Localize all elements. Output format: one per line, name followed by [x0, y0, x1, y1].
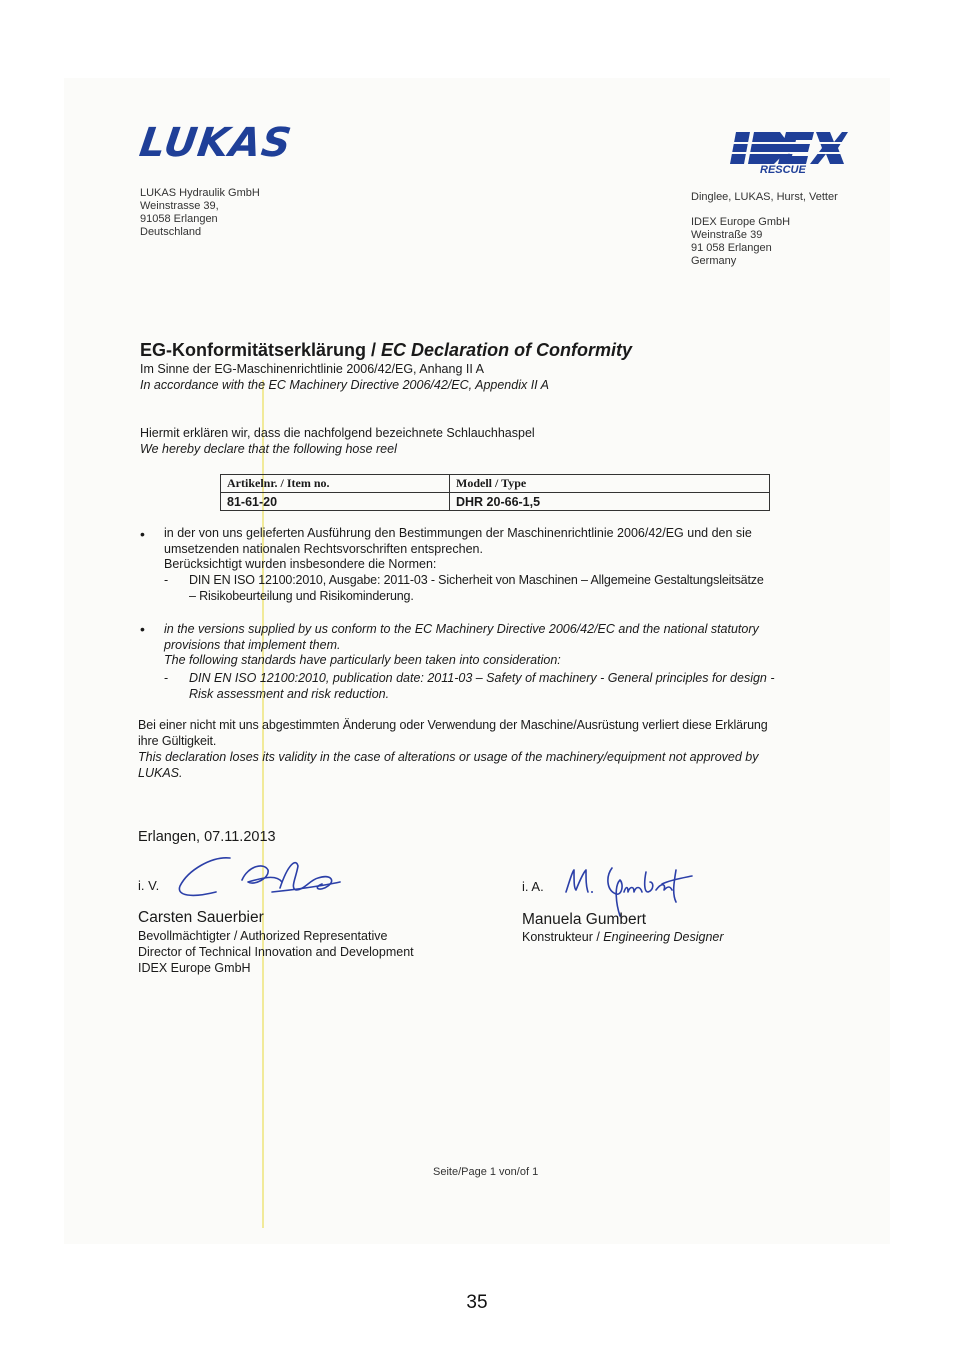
lukas-address-line: LUKAS Hydraulik GmbH	[140, 187, 260, 199]
signer2-name: Manuela Gumbert	[522, 911, 647, 928]
subtitle-german: Im Sinne der EG-Maschinenrichtlinie 2006/42/EG, Anhang II A	[140, 362, 484, 376]
standard-english	[189, 671, 775, 702]
idex-address-line: 91 058 Erlangen	[691, 242, 772, 254]
bullet-marker: •	[140, 621, 145, 637]
standard-german-line: DIN EN ISO 12100:2010, Ausgabe: 2011-03 - Sicherheit von Maschinen – Allgemeine Gestaltungsleitsätze	[189, 573, 764, 587]
signature-manuela-gumbert	[558, 862, 696, 918]
signer2-prefix: i. A.	[522, 879, 544, 894]
title-german: EG-Konformitätserklärung /	[140, 340, 382, 360]
conformity-german-line: umsetzenden nationalen Rechtsvorschriften entsprechen.	[164, 541, 483, 556]
signer1-name: Carsten Sauerbier	[138, 909, 264, 926]
idex-address	[691, 216, 790, 268]
dash-marker: -	[164, 573, 169, 587]
place-and-date: Erlangen, 07.11.2013	[138, 829, 276, 845]
signer1-prefix: i. V.	[138, 878, 160, 893]
signer2-role-german: Konstrukteur /	[522, 930, 604, 944]
lukas-logo: LUKAS	[136, 120, 295, 166]
subtitle-english: In accordance with the EC Machinery Directive 2006/42/EC, Appendix II A	[140, 378, 550, 392]
validity-german-line: ihre Gültigkeit.	[138, 733, 217, 748]
column-header-item-no: Artikelnr. / Item no.	[221, 475, 450, 493]
item-table	[220, 474, 770, 511]
page-footer: Seite/Page 1 von/of 1	[433, 1166, 539, 1178]
column-header-model: Modell / Type	[450, 475, 770, 493]
table-header-row	[221, 475, 770, 493]
lukas-address-line: Weinstrasse 39,	[140, 200, 219, 212]
conformity-german-line: Berücksichtigt wurden insbesondere die Normen:	[164, 557, 437, 572]
validity-german-line: Bei einer nicht mit uns abgestimmten Änderung oder Verwendung der Maschine/Ausrüstung verliert diese Erklärung	[138, 718, 768, 732]
idex-logo-text: IDEX	[787, 154, 791, 155]
document-title	[140, 340, 632, 361]
conformity-english	[164, 622, 759, 669]
signer1-role: Bevollmächtigter / Authorized Representative	[138, 929, 388, 943]
signer1-title: Director of Technical Innovation and Development	[138, 944, 414, 959]
bullet-marker: •	[140, 526, 145, 542]
declaration-german: Hiermit erklären wir, dass die nachfolgend bezeichnete Schlauchhaspel	[140, 426, 535, 440]
title-english: EC Declaration of Conformity	[381, 340, 633, 360]
conformity-german-line: in der von uns gelieferten Ausführung den Bestimmungen der Maschinenrichtlinie 2006/42/EG und den sie	[164, 526, 752, 540]
table-row	[221, 493, 770, 511]
idex-address-line: Germany	[691, 255, 737, 267]
standard-english-line: Risk assessment and risk reduction.	[189, 686, 390, 701]
declaration-english: We hereby declare that the following hose reel	[140, 442, 397, 456]
signature-carsten-sauerbier	[172, 852, 344, 902]
conformity-english-line: in the versions supplied by us conform to the EC Machinery Directive 2006/42/EC and the national statutory	[164, 622, 759, 636]
item-number-cell: 81-61-20	[221, 493, 450, 511]
standard-german-line: – Risikobeurteilung und Risikominderung.	[189, 588, 414, 603]
page-number: 35	[466, 1292, 488, 1313]
signer2-role-english: Engineering Designer	[603, 930, 724, 944]
signer1-details	[138, 929, 414, 976]
conformity-english-line: provisions that implement them.	[164, 637, 341, 652]
standard-german	[189, 573, 764, 604]
lukas-address-line: Deutschland	[140, 226, 202, 238]
model-type-cell: DHR 20-66-1,5	[450, 493, 770, 511]
lukas-address-line: 91058 Erlangen	[140, 213, 218, 225]
idex-brands-line: Dinglee, LUKAS, Hurst, Vetter	[691, 191, 838, 203]
standard-english-line: DIN EN ISO 12100:2010, publication date: 2011-03 – Safety of machinery - General principles for design -	[189, 671, 775, 685]
lukas-address	[140, 187, 260, 239]
idex-logo	[730, 130, 848, 166]
idex-rescue-tagline: RESCUE	[760, 164, 806, 176]
idex-brands	[691, 191, 838, 204]
idex-address-line: IDEX Europe GmbH	[691, 216, 791, 228]
validity-english-line: LUKAS.	[138, 765, 183, 780]
signer1-company: IDEX Europe GmbH	[138, 960, 251, 975]
validity-english	[138, 750, 758, 781]
validity-german	[138, 718, 768, 749]
conformity-english-line: The following standards have particularly been taken into consideration:	[164, 653, 561, 668]
signer2-role	[522, 930, 724, 944]
validity-english-line: This declaration loses its validity in the case of alterations or usage of the machinery/equipment not approved by	[138, 750, 759, 764]
dash-marker: -	[164, 671, 169, 685]
conformity-german	[164, 526, 752, 573]
idex-address-line: Weinstraße 39	[691, 229, 763, 241]
